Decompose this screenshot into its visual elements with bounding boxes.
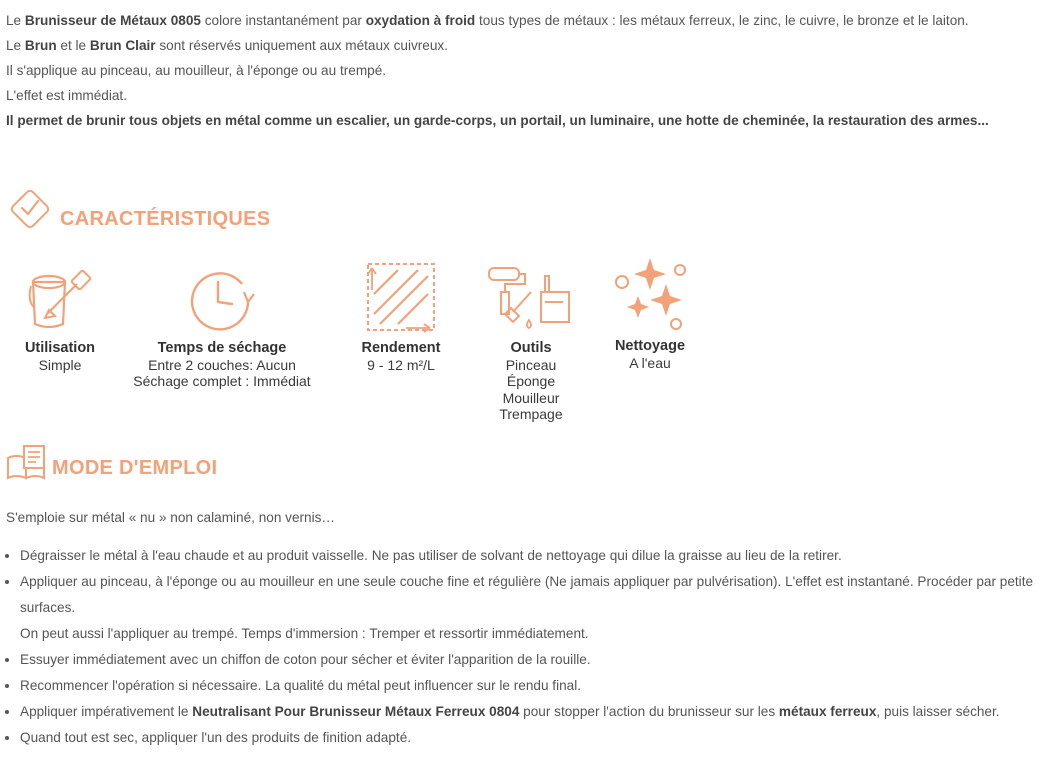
caracteristiques-heading: [8, 186, 270, 231]
sparkle-icon: [600, 254, 700, 334]
clock-icon: [112, 262, 332, 334]
mode-emploi-title: MODE D'EMPLOI: [52, 456, 218, 479]
feature-value: Entre 2 couches: Aucun: [148, 356, 296, 373]
intro-line-2: Le Brun et le Brun Clair sont réservés uniquement aux métaux cuivreux.: [6, 38, 449, 53]
mode-emploi-intro: S'emploie sur métal « nu » non calaminé, non vernis…: [6, 510, 336, 525]
open-book-icon: [6, 444, 48, 482]
feature-value: Trempage: [499, 406, 563, 422]
feature-value: Séchage complet : Immédiat: [133, 373, 311, 389]
feature-rendement: [346, 260, 456, 373]
feature-value: Mouilleur: [502, 389, 560, 406]
feature-title: Temps de séchage: [157, 340, 287, 356]
feature-value: Simple: [38, 356, 82, 373]
feature-title: Rendement: [361, 340, 441, 356]
list-item: • Essuyer immédiatement avec un chiffon de coton pour sécher et éviter l'apparition de la rouille.: [20, 647, 1056, 673]
feature-title: Outils: [510, 340, 552, 356]
feature-utilisation: [12, 262, 108, 373]
intro-line-5: Il permet de brunir tous objets en métal comme un escalier, un garde-corps, un portail, un luminaire, une hotte de cheminée, la restauration des armes...: [6, 113, 989, 128]
intro-line-3: Il s'applique au pinceau, au mouilleur, à l'éponge ou au trempé.: [6, 63, 387, 78]
feature-value: 9 - 12 m²/L: [367, 356, 435, 373]
list-item: • Appliquer impérativement le Neutralisant Pour Brunisseur Métaux Ferreux 0804 pour stopper l'action du brunisseur sur les métaux ferreux, puis laisser sécher.: [20, 699, 1056, 725]
feature-title: Utilisation: [24, 340, 96, 356]
list-item: • Dégraisser le métal à l'eau chaude et au produit vaisselle. Ne pas utiliser de solvant de nettoyage qui dilue la graisse au lieu de la retirer.: [20, 543, 1056, 569]
feature-outils: [476, 262, 586, 423]
intro-line-4: L'effet est immédiat.: [6, 88, 127, 103]
feature-nettoyage: [600, 254, 700, 371]
feature-title: Nettoyage: [614, 338, 686, 354]
intro-text: [6, 8, 1046, 133]
feature-value: Pinceau: [505, 356, 557, 373]
intro-line-1: Le Brunisseur de Métaux 0805 colore instantanément par oxydation à froid tous types de métaux : les métaux ferreux, le zinc, le cuivre, le bronze et le laiton.: [6, 13, 969, 28]
caracteristiques-title: CARACTÉRISTIQUES: [60, 208, 271, 230]
step-note: On peut aussi l'appliquer au trempé. Temps d'immersion : Tremper et ressortir immédiatement.: [20, 626, 589, 641]
mode-emploi-heading: [6, 444, 217, 482]
list-item: • Quand tout est sec, appliquer l'un des produits de finition adapté.: [20, 725, 1056, 751]
tools-icon: [476, 262, 586, 334]
feature-temps-sechage: [112, 262, 332, 390]
feature-value: A l'eau: [629, 354, 671, 371]
checkmark-diamond-icon: [8, 187, 52, 231]
list-item: [20, 569, 1056, 647]
paint-can-brush-icon: [12, 262, 108, 334]
mode-emploi-steps: [0, 543, 1056, 751]
list-item: • Recommencer l'opération si nécessaire. La qualité du métal peut influencer sur le rendu final.: [20, 673, 1056, 699]
feature-value: Éponge: [506, 373, 556, 389]
coverage-area-icon: [346, 260, 456, 334]
step-text: Appliquer au pinceau, à l'éponge ou au mouilleur en une seule couche fine et régulière (Ne jamais appliquer par pulvérisation). L'effet est instantané. Procéder par petite surfaces.: [20, 574, 1034, 615]
